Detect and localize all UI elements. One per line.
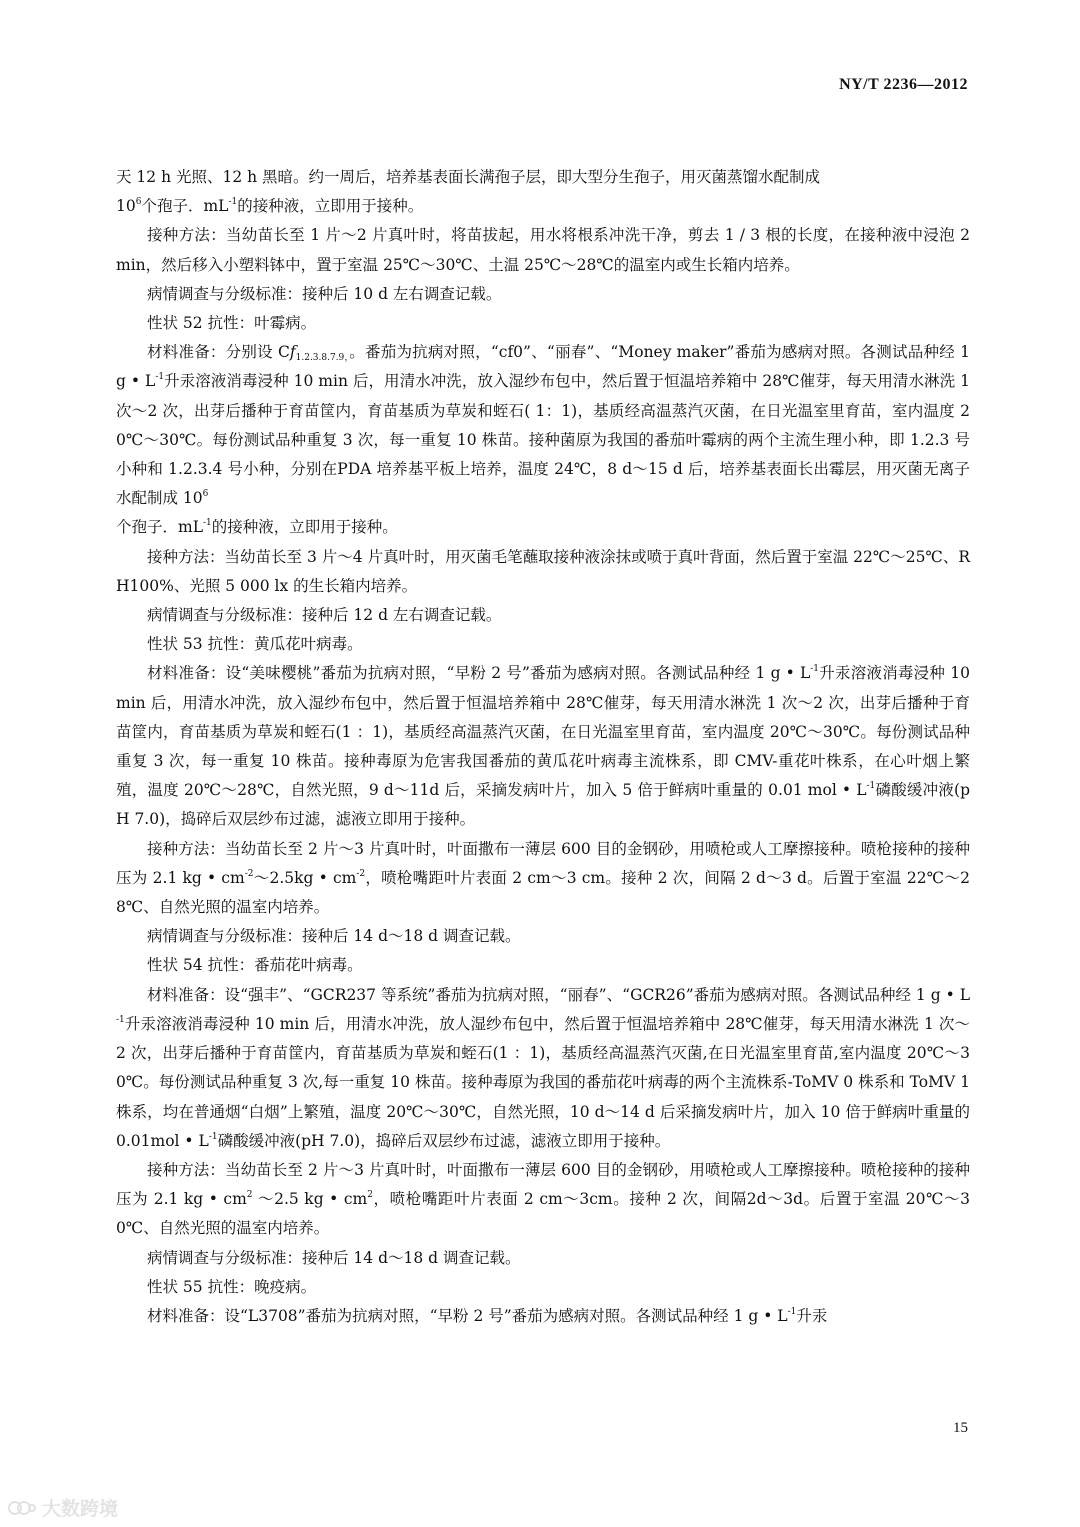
paragraph: 接种方法：当幼苗长至 1 片～2 片真叶时，将苗拔起，用水将根系冲洗干净，剪去 1 / 3 根的长度，在接种液中浸泡 2 min，然后移入小塑料钵中，置于室温 25℃～30℃、土温 25℃～28℃的温室内或生长箱内培养。: [116, 226, 970, 274]
section-heading: 性状 55 抗性：晚疫病。: [147, 1277, 317, 1296]
section-heading: 性状 53 抗性：黄瓜花叶病毒。: [147, 635, 363, 654]
paragraph: 病情调查与分级标准：接种后 10 d 左右调查记载。: [147, 284, 502, 303]
paragraph: 病情调查与分级标准：接种后 12 d 左右调查记载。: [147, 606, 502, 625]
paragraph: 材料准备：设“美味樱桃”番茄为抗病对照，“早粉 2 号”番茄为感病对照。各测试品种经 1 g • $L^{-1}$升汞溶液消毒浸种 10 min 后，用清水冲洗，放入湿纱布包中，然后置于恒温培养箱中 28℃催芽，每天用清水淋洗 1 次～2 次，出芽后播种于育苗筐内，育苗基质为草炭和蛭石(1 ：1)，基质经高温蒸汽灭菌，在日光温室里育苗，室内温度 20℃～30℃。每份测试品种重复 3 次，每一重复 10 株苗。接种毒原为危害我国番茄的黄瓜花叶病毒主流株系，即 CMV-重花叶株系，在心叶烟上繁殖，温度 20℃～28℃，自然光照，9 d～11d 后，采摘发病叶片，加入 5 倍于鲜病叶重量的 0.01 mol • $L^{-1}$磷酸缓冲液(pH 7.0)，捣碎后双层纱布过滤，滤液立即用于接种。: [116, 664, 970, 829]
document-body: [116, 163, 970, 1331]
document-code-header: NY/T 2236—2012: [839, 76, 968, 93]
paragraph: 接种方法：当幼苗长至 2 片～3 片真叶时，叶面撒布一薄层 600 目的金钢砂，用喷枪或人工摩擦接种。喷枪接种的接种压为 2.1 kg • $cm^2$ ～2.5 kg • $cm^2$，喷枪嘴距叶片表面 2 cm～3cm。接种 2 次，间隔2d～3d。后置于室温 20℃～30℃、自然光照的温室内培养。: [116, 1160, 970, 1238]
paragraph: 材料准备：分别设 $Cf_{1.2.3.8.7.9,}$。番茄为抗病对照，“cf0”、“丽春”、“Money maker”番茄为感病对照。各测试品种经 1 g • $L^{-1}$升汞溶液消毒浸种 10 min 后，用清水冲洗，放入湿纱布包中，然后置于恒温培养箱中 28℃催芽，每天用清水淋洗 1 次～2 次，出芽后播种于育苗筐内，育苗基质为草炭和蛭石( 1：1)，基质经高温蒸汽灭菌，在日光温室里育苗，室内温度 20℃～30℃。每份测试品种重复 3 次，每一重复 10 株苗。接种菌原为我国的番茄叶霉病的两个主流生理小种，即 1.2.3 号小种和 1.2.3.4 号小种，分别在PDA 培养基平板上培养，温度 24℃，8 d～15 d 后，培养基表面长出霉层，用灭菌无离子水配制成 $10^6$ 个孢子．$mL^{-1}$的接种液，立即用于接种。: [116, 343, 970, 537]
section-heading: 性状 52 抗性：叶霉病。: [147, 314, 317, 333]
watermark: [8, 1494, 118, 1521]
paragraph: 材料准备：设“强丰”、“GCR237 等系统”番茄为抗病对照，“丽春”、“GCR26”番茄为感病对照。各测试品种经 1 g • $L^{-1}$升汞溶液消毒浸种 10 min 后，用清水冲洗，放人湿纱布包中，然后置于恒温培养箱中 28℃催芽，每天用清水淋洗 1 次～2 次，出芽后播种于育苗筐内，育苗基质为草炭和蛭石(1 ：1)，基质经高温蒸汽灭菌,在日光温室里育苗,室内温度 20℃～30℃。每份测试品种重复 3 次,每一重复 10 株苗。接种毒原为我国的番茄花叶病毒的两个主流株系-ToMV 0 株系和 ToMV 1 株系，均在普通烟“白烟”上繁殖，温度 20℃～30℃，自然光照，10 d～14 d 后采摘发病叶片，加入 10 倍于鲜病叶重量的 0.01mol • $L^{-1}$磷酸缓冲液(pH 7.0)，捣碎后双层纱布过滤，滤液立即用于接种。: [116, 985, 970, 1150]
section-heading: 性状 54 抗性：番茄花叶病毒。: [147, 956, 363, 975]
page-number: 15: [953, 1420, 968, 1436]
watermark-text: 大数跨境: [42, 1498, 119, 1520]
paragraph: 材料准备：设“L3708”番茄为抗病对照，“早粉 2 号”番茄为感病对照。各测试品种经 1 g • $L^{-1}$升汞: [147, 1306, 828, 1325]
paragraph: 接种方法：当幼苗长至 3 片～4 片真叶时，用灭菌毛笔蘸取接种液涂抹或喷于真叶背面，然后置于室温 22℃～25℃、RH100%、光照 5 000 lx 的生长箱内培养。: [116, 547, 970, 595]
paragraph: 病情调查与分级标准：接种后 14 d～18 d 调查记载。: [147, 1248, 521, 1267]
paragraph: 病情调查与分级标准：接种后 14 d～18 d 调查记载。: [147, 927, 521, 946]
paragraph: 接种方法：当幼苗长至 2 片～3 片真叶时，叶面撒布一薄层 600 目的金钢砂，用喷枪或人工摩擦接种。喷枪接种的接种压为 2.1 kg • $cm^{-2}\sim 2.5kg$ • $cm^{-2}$，喷枪嘴距叶片表面 2 cm～3 cm。接种 2 次，间隔 2 d～3 d。后置于室温 22℃～28℃、自然光照的温室内培养。: [116, 839, 970, 917]
watermark-logo-icon: [8, 1499, 36, 1517]
paragraph: 天 12 h 光照、12 h 黑暗。约一周后，培养基表面长满孢子层，即大型分生孢子，用灭菌蒸馏水配制成 $10^6$个孢子．$mL^{-1}$的接种液，立即用于接种。: [116, 168, 821, 216]
